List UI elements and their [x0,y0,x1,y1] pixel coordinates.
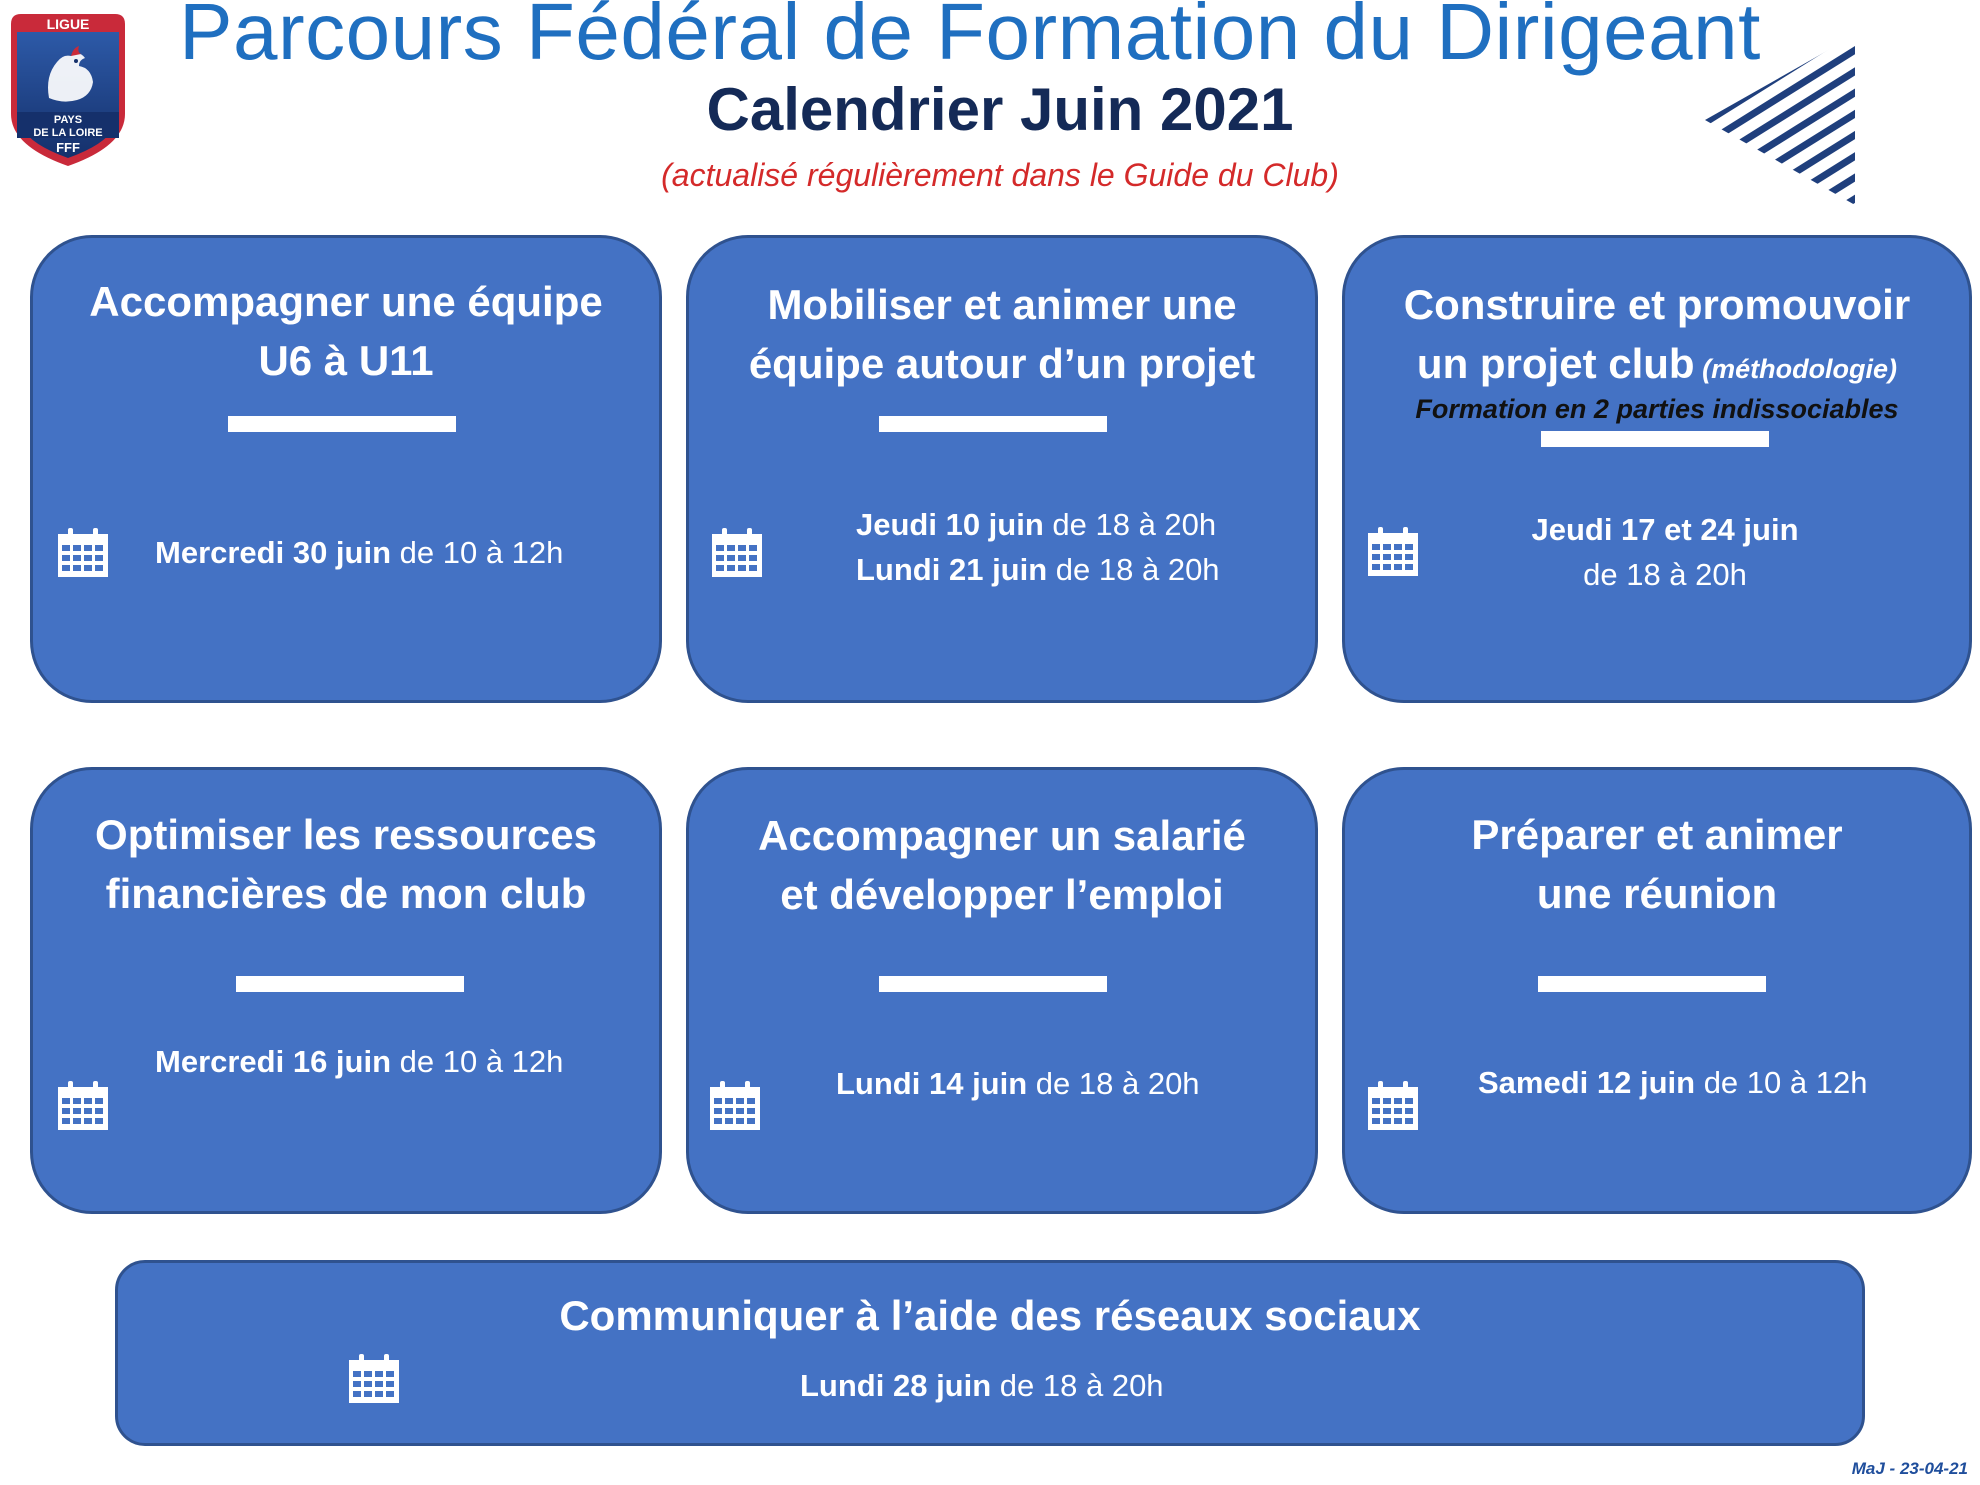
training-card-reseaux-sociaux [115,1260,1865,1446]
session-date: Lundi 14 juin de 18 à 20h [836,1066,1200,1101]
session-date: Mercredi 30 juin de 10 à 12h [155,535,564,570]
card-divider [879,976,1107,992]
logo-federation: FFF [56,140,80,155]
card-subnote: Formation en 2 parties indissociables [1415,394,1899,424]
session-date: Jeudi 10 juin de 18 à 20h [856,507,1217,542]
session-date: Jeudi 17 et 24 juin [1531,512,1799,547]
calendar-icon [1365,1077,1421,1133]
card-title: Préparer et animer une réunion [1471,811,1843,917]
calendar-icon [709,524,765,580]
card-title: Communiquer à l’aide des réseaux sociaux [559,1292,1421,1339]
card-divider [1541,431,1769,447]
logo-bottom-text-1: PAYS [53,114,83,126]
calendar-icon [55,1077,111,1133]
card-title: Accompagner un salarié et développer l’emploi [758,812,1246,918]
card-title: Accompagner une équipe U6 à U11 [89,278,603,384]
logo-bottom-text-2: DE LA LOIRE [33,127,103,139]
session-date: Samedi 12 juin de 10 à 12h [1478,1065,1868,1100]
card-divider [879,416,1107,432]
card-title: Mobiliser et animer une équipe autour d’un projet [748,281,1256,387]
stripes-graphic [1705,35,1855,205]
card-title: Construire et promouvoir un projet club (méthodologie) [1403,281,1911,387]
session-time: de 18 à 20h [1583,557,1747,592]
training-card-preparer-reunion [1342,767,1972,1214]
session-date: Lundi 28 juin de 18 à 20h [800,1368,1164,1403]
training-card-equipe-u6-u11 [30,235,662,703]
calendar-icon [707,1077,763,1133]
page-title: Parcours Fédéral de Formation du Dirigeant [179,0,1761,76]
calendar-icon [1365,523,1421,579]
card-title: Optimiser les ressources financières de mon club [95,811,597,917]
calendar-icon [346,1350,402,1406]
training-card-mobiliser-equipe [686,235,1318,703]
logo-top-text: LIGUE [46,16,90,32]
page-subtitle: Calendrier Juin 2021 [706,76,1294,143]
card-divider [228,416,456,432]
revision-date: MaJ - 23-04-21 [1851,1459,1968,1478]
session-date: Lundi 21 juin de 18 à 20h [856,552,1220,587]
training-card-accompagner-salarie [686,767,1318,1214]
calendar-icon [55,524,111,580]
update-note: (actualisé régulièrement dans le Guide du Club) [661,157,1339,193]
training-card-ressources-financieres [30,767,662,1214]
card-divider [236,976,464,992]
training-card-projet-club [1342,235,1972,703]
card-divider [1538,976,1766,992]
session-date: Mercredi 16 juin de 10 à 12h [155,1044,564,1079]
